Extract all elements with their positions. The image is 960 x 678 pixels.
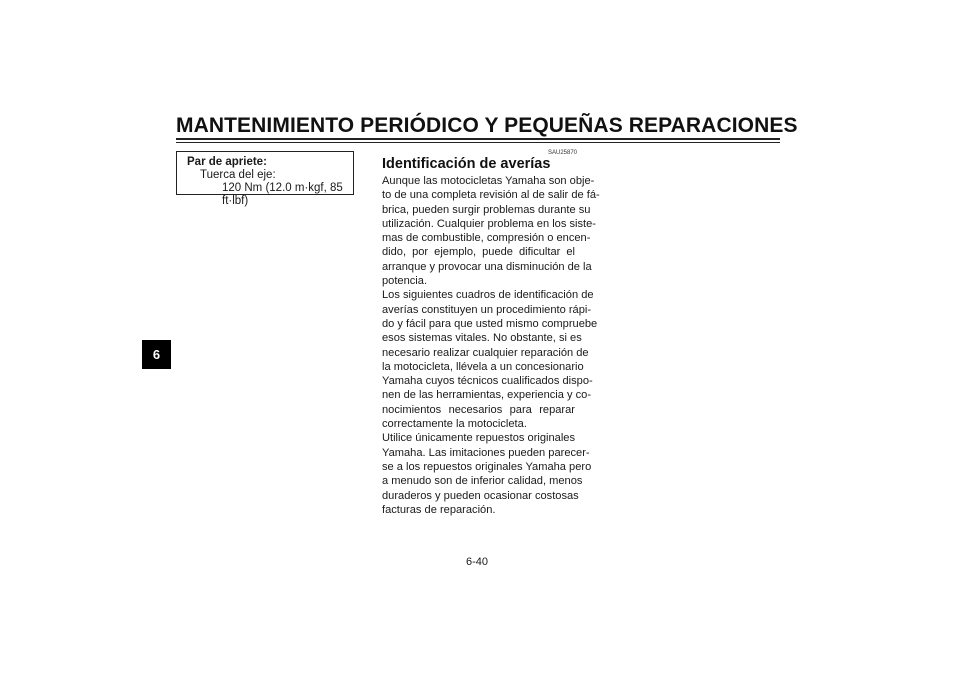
body-line: Aunque las motocicletas Yamaha son obje- — [382, 175, 595, 187]
torque-value: 120 Nm (12.0 m·kgf, 85 ft·lbf) — [222, 182, 343, 207]
title-rule — [176, 138, 780, 140]
body-line: necesario realizar cualquier reparación de — [382, 346, 589, 359]
body-line: se a los repuestos originales Yamaha pero — [382, 460, 592, 473]
section-ref-code: SAU25870 — [548, 150, 578, 156]
body-line: brica, pueden surgir problemas durante su — [382, 203, 591, 216]
body-line: esos sistemas vitales. No obstante, si es — [382, 332, 582, 345]
page-number: 6-40 — [466, 556, 489, 568]
chapter-tab: 6 — [142, 340, 171, 369]
section-body — [382, 174, 600, 517]
torque-item: Tuerca del eje: — [200, 169, 276, 181]
page-title: MANTENIMIENTO PERIÓDICO Y PEQUEÑAS REPARACIONES — [176, 114, 798, 137]
body-line: averías constituyen un procedimiento rápi- — [382, 303, 592, 316]
body-line: do y fácil para que usted mismo compruebe — [382, 317, 598, 330]
body-line: Utilice únicamente repuestos originales — [382, 432, 576, 445]
body-line: duraderos y pueden ocasionar costosas — [382, 489, 579, 502]
section-heading: Identificación de averías — [382, 156, 551, 172]
body-line: la motocicleta, llévela a un concesionario — [382, 360, 584, 373]
body-line: nen de las herramientas, experiencia y co- — [382, 389, 592, 402]
body-line: potencia. — [382, 275, 428, 288]
body-line: utilización. Cualquier problema en los siste- — [382, 217, 596, 230]
body-line: dido, por ejemplo, puede dificultar el — [382, 246, 575, 259]
body-line: Yamaha. Las imitaciones pueden parecer- — [382, 446, 590, 459]
body-line: nocimientos necesarios para reparar — [382, 403, 575, 416]
body-line: mas de combustible, compresión o encen- — [382, 232, 591, 245]
body-line: Yamaha cuyos técnicos cualificados dispo- — [382, 375, 593, 388]
body-line: arranque y provocar una disminución de la — [382, 260, 592, 273]
torque-spec-box — [176, 151, 354, 207]
body-line: correctamente la motocicleta. — [382, 418, 527, 431]
body-line: facturas de reparación. — [382, 503, 496, 516]
body-line: a menudo son de inferior calidad, menos — [382, 475, 583, 488]
body-line: to de una completa revisión al de salir de fá- — [382, 189, 600, 202]
body-line: Los siguientes cuadros de identificación de — [382, 289, 594, 302]
title-rule-thin — [176, 142, 780, 143]
torque-label: Par de apriete: — [187, 156, 267, 168]
